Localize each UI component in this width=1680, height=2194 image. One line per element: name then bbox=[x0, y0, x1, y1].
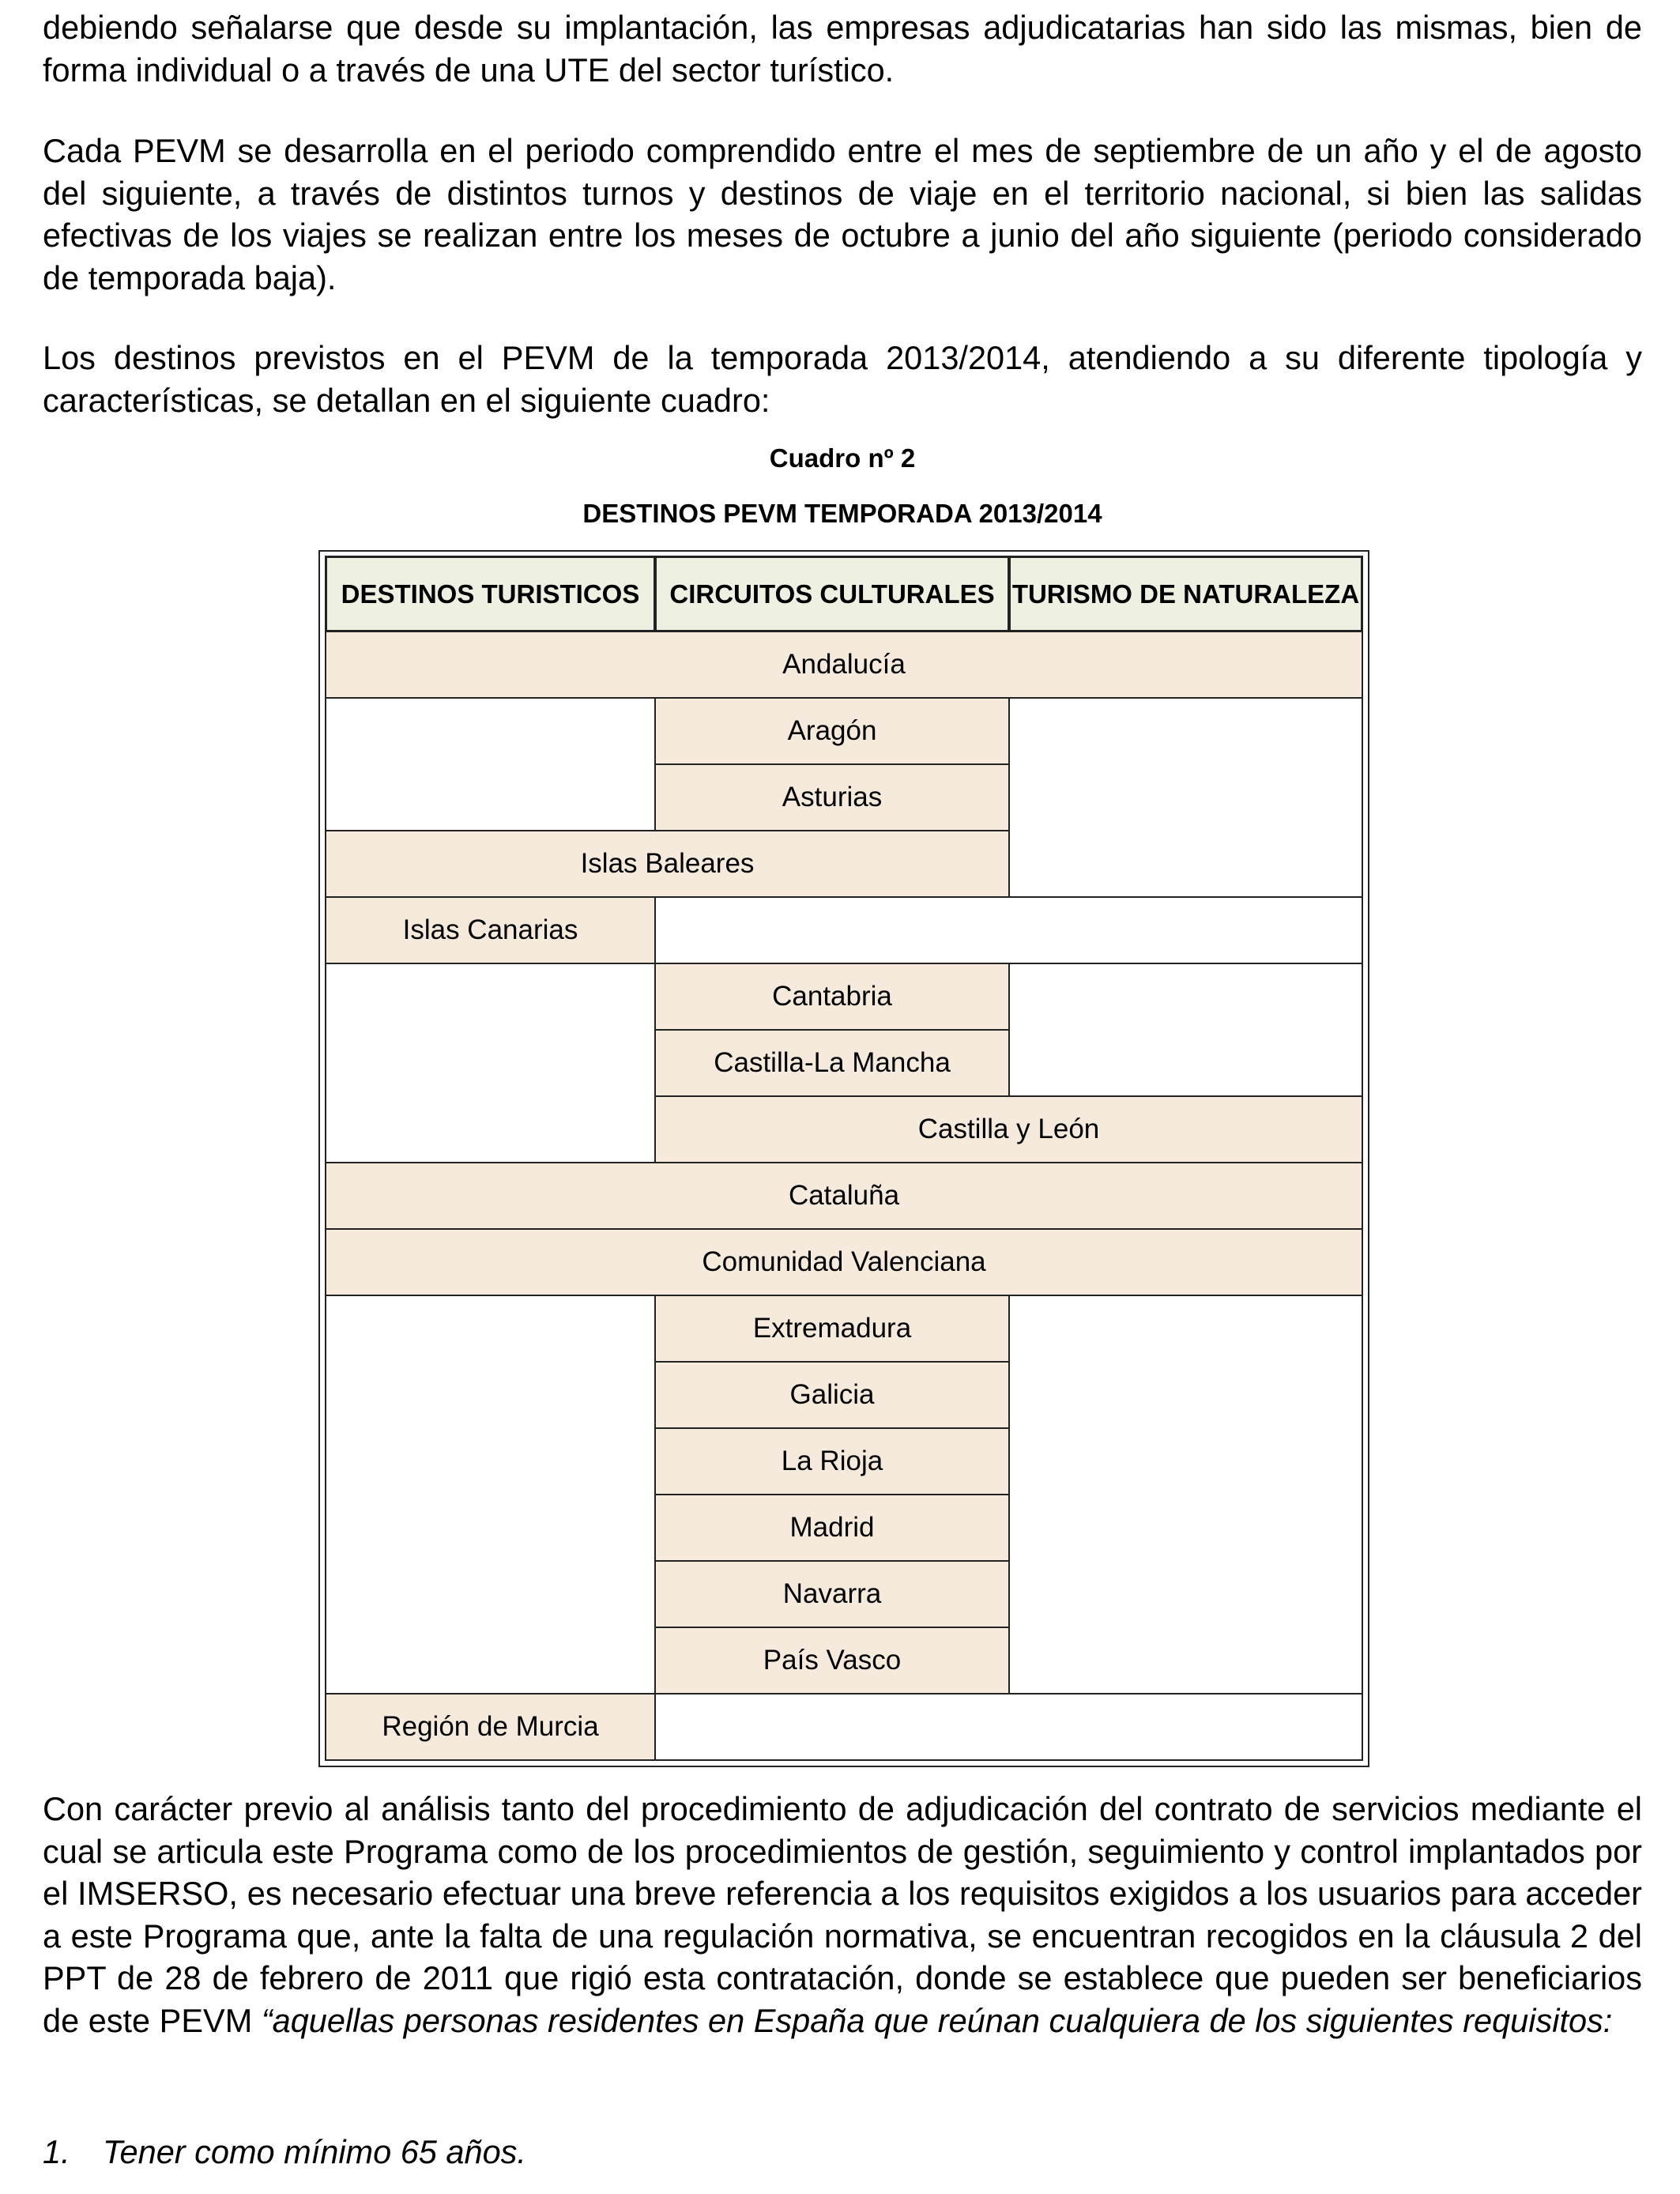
paragraph-4-text: Con carácter previo al análisis tanto del procedimiento de adjudicación del contrato de servicios mediante el cual se articula este Programa como de los procedimientos de gestión, seguimiento y control implantados por el IMSERSO, es necesario efectuar una breve referencia a los requisitos exigidos a los usuarios para acceder a este Programa que, ante la falta de una regulación normativa, se encuentran recogidos en la cláusula 2 del PPT de 28 de febrero de 2011 que rigió esta contratación, donde se establece que pueden ser beneficiarios de este PEVM bbox=[43, 1790, 1642, 2039]
cell-islas-baleares: Islas Baleares bbox=[325, 830, 1010, 898]
cell-region-de-murcia: Región de Murcia bbox=[325, 1693, 656, 1761]
cell-empty bbox=[654, 1693, 1363, 1761]
cell-empty bbox=[1008, 1295, 1363, 1695]
header-circuitos-culturales: CIRCUITOS CULTURALES bbox=[654, 556, 1010, 632]
cell-andalucia: Andalucía bbox=[325, 631, 1363, 699]
paragraph-1: debiendo señalarse que desde su implantación, las empresas adjudicatarias han sido las mismas, bien de forma individual o a través de una UTE del sector turístico. bbox=[43, 9, 1642, 89]
table-title-caption: DESTINOS PEVM TEMPORADA 2013/2014 bbox=[582, 499, 1102, 528]
paragraph-3: Los destinos previstos en el PEVM de la temporada 2013/2014, atendiendo a su diferente tipología y características, se detallan en el siguiente cuadro: bbox=[43, 339, 1642, 419]
cell-empty bbox=[1008, 697, 1363, 898]
cell-empty bbox=[325, 697, 656, 831]
cell-comunidad-valenciana: Comunidad Valenciana bbox=[325, 1228, 1363, 1296]
paragraph-4 bbox=[43, 1788, 1642, 2041]
cell-navarra: Navarra bbox=[654, 1560, 1010, 1628]
table-number-caption: Cuadro nº 2 bbox=[769, 443, 916, 473]
list-item-text: Tener como mínimo 65 años. bbox=[103, 2133, 526, 2170]
cell-empty bbox=[1008, 963, 1363, 1097]
cell-galicia: Galicia bbox=[654, 1361, 1010, 1429]
list-item bbox=[43, 2131, 526, 2173]
cell-extremadura: Extremadura bbox=[654, 1295, 1010, 1363]
cell-castilla-y-leon: Castilla y León bbox=[654, 1095, 1363, 1163]
cell-la-rioja: La Rioja bbox=[654, 1427, 1010, 1495]
cell-empty bbox=[654, 896, 1363, 964]
cell-madrid: Madrid bbox=[654, 1494, 1010, 1562]
header-destinos-turisticos: DESTINOS TURISTICOS bbox=[325, 556, 656, 632]
cell-asturias: Asturias bbox=[654, 763, 1010, 831]
cell-empty bbox=[325, 963, 656, 1163]
cell-cantabria: Cantabria bbox=[654, 963, 1010, 1031]
cell-castilla-la-mancha: Castilla-La Mancha bbox=[654, 1029, 1010, 1097]
paragraph-4-quote: “aquellas personas residentes en España que reúnan cualquiera de los siguientes requisitos: bbox=[261, 2001, 1613, 2039]
cell-empty bbox=[325, 1295, 656, 1695]
cell-pais-vasco: País Vasco bbox=[654, 1627, 1010, 1695]
cell-cataluna: Cataluña bbox=[325, 1162, 1363, 1230]
list-item-number: 1. bbox=[43, 2133, 70, 2170]
header-turismo-naturaleza: TURISMO DE NATURALEZA bbox=[1008, 556, 1363, 632]
cell-aragon: Aragón bbox=[654, 697, 1010, 765]
paragraph-2: Cada PEVM se desarrolla en el periodo comprendido entre el mes de septiembre de un año y el de agosto del siguiente, a través de distintos turnos y destinos de viaje en el territorio nacional, si bien las salidas efectivas de los viajes se realizan entre los meses de octubre a junio del año siguiente (periodo considerado de temporada baja). bbox=[43, 132, 1642, 296]
cell-islas-canarias: Islas Canarias bbox=[325, 896, 656, 964]
